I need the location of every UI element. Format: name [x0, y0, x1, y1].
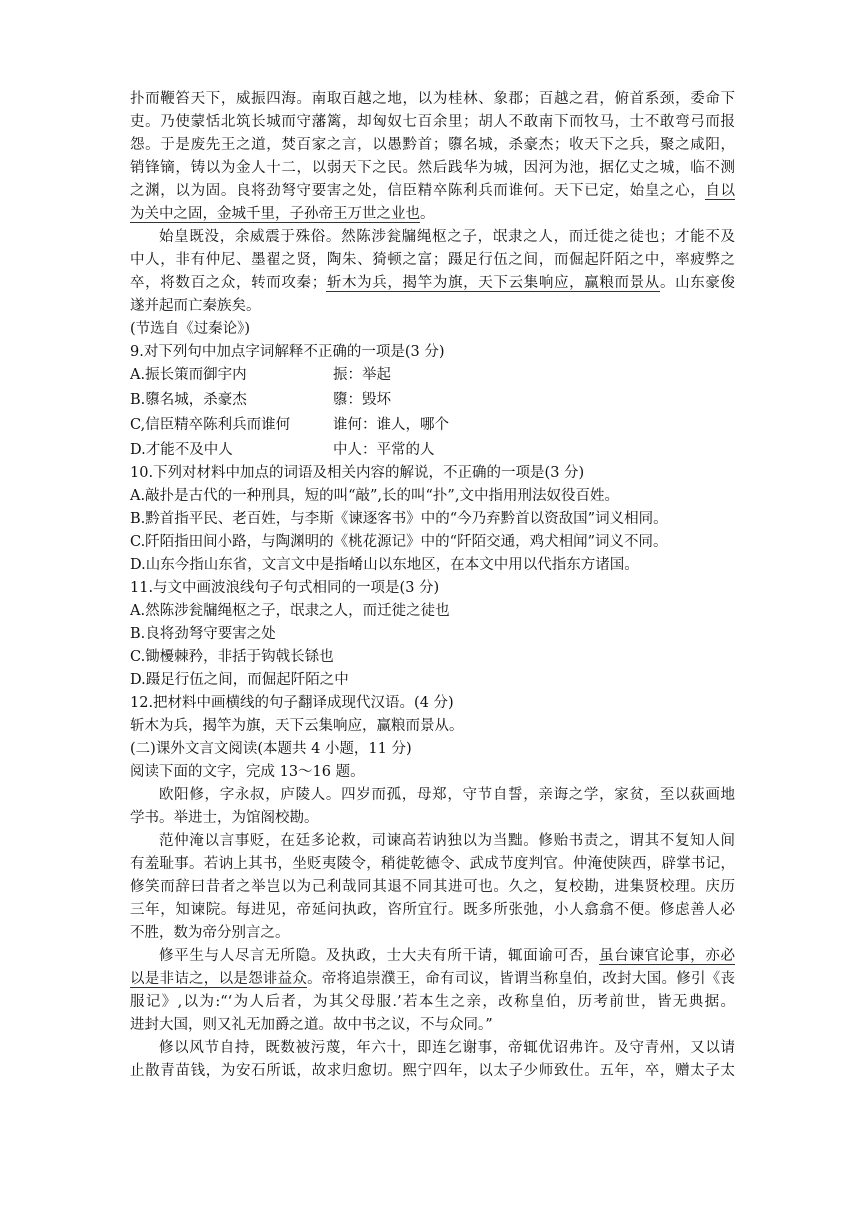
text-line: 范仲淹以言事贬，在廷多论救，司谏高若讷独以为当黜。修贻书责之，谓其不复知人间: [159, 833, 735, 849]
option-explanation: 振：举起: [333, 367, 391, 383]
option-row: [130, 389, 735, 412]
option-b: B.黔首指平民、老百姓，与李斯《谏逐客书》中的“今乃弃黔首以资敌国”词义相同。: [130, 511, 668, 527]
text-line: 吏。乃使蒙恬北筑长城而守藩篱，却匈奴七百余里；胡人不敢南下而牧马，士不敢弯弓而报: [130, 114, 735, 130]
option-row: [130, 439, 735, 462]
question-12: [130, 692, 735, 738]
source-note: (节选自《过秦论》): [130, 321, 251, 337]
text-line: 欧阳修，字永叔，庐陵人。四岁而孤，母郑，守节自誓，亲诲之学，家贫，至以荻画地: [159, 787, 735, 803]
question-stem: 11.与文中画波浪线句子句式相同的一项是(3 分): [130, 580, 440, 596]
option-explanation: 中人：平常的人: [333, 442, 435, 458]
question-10: [130, 462, 735, 577]
text-line: 修笑而辞曰昔者之举岂以为己利哉同其退不同其进可也。久之，复校勘，进集贤校理。庆历: [130, 879, 735, 895]
text-segment: 。: [420, 206, 435, 222]
text-line: 止散青苗钱，为安石所诋，故求归愈切。熙宁四年，以太子少师致仕。五年，卒，赠太子太: [130, 1063, 735, 1079]
text-segment: 。山东豪俊: [659, 275, 736, 291]
section-title: (二)课外文言文阅读(本题共 4 小题，11 分): [130, 741, 412, 757]
text-line: [130, 945, 735, 968]
text-line: 有羞耻事。若讷上其书，坐贬夷陵令，稍徙乾德令、武成节度判官。仲淹使陕西，辟掌书记，: [130, 856, 735, 872]
option-c: C.锄櫌棘矜，非括于钩戟长铩也: [130, 649, 334, 665]
text-line: [130, 968, 735, 991]
text-line: 学书。举进士，为馆阁校勘。: [130, 810, 319, 826]
document-page: [130, 88, 735, 1083]
option-a: A.敲扑是古代的一种刑具，短的叫“敲”,长的叫“扑”,文中指用刑法奴役百姓。: [130, 488, 619, 504]
underlined-sentence: 以是非诘之，以是怨诽益众: [130, 971, 308, 987]
text-line: 修以风节自持，既数被污蔑，年六十，即连乞谢事，帝辄优诏弗许。及守青州，又以请: [159, 1040, 735, 1056]
text-segment: 之渊，以为固。良将劲弩守要害之处，信臣精卒陈利兵而谁何。天下已定，始皇之心，: [130, 183, 706, 199]
text-line: [130, 180, 735, 203]
text-segment: 修平生与人尽言无所隐。及执政，士大夫有所干请，辄面谕可否，: [159, 948, 600, 964]
option-d: D.蹑足行伍之间，而倔起阡陌之中: [130, 672, 349, 688]
option-d: D.山东今指山东省，文言文中是指崤山以东地区，在本文中用以代指东方诸国。: [130, 557, 639, 573]
section-2: [130, 738, 735, 784]
text-line: [130, 203, 735, 226]
option-text: B.隳名城，杀豪杰: [130, 392, 247, 408]
option-explanation: 谁何：谁人，哪个: [333, 417, 449, 433]
option-row: [130, 364, 735, 387]
text-line: 进封大国，则又礼无加爵之道。故中书之议，不与众同。”: [130, 1017, 493, 1033]
option-text: C,信臣精卒陈利兵而谁何: [130, 417, 291, 433]
question-stem: 12.把材料中画横线的句子翻译成现代汉语。(4 分): [130, 695, 454, 711]
question-stem: 10.下列对材料中加点的词语及相关内容的解说，不正确的一项是(3 分): [130, 465, 585, 481]
option-a: A.然陈涉瓮牖绳枢之子，氓隶之人，而迁徙之徒也: [130, 603, 450, 619]
text-line: 不胜，数为帝分别言之。: [130, 925, 290, 941]
text-line: 始皇既没，余威震于殊俗。然陈涉瓮牖绳枢之子，氓隶之人，而迁徙之徒也；才能不及: [159, 229, 735, 245]
text-line: 销锋镝，铸以为金人十二，以弱天下之民。然后践华为城，因河为池，据亿丈之城，临不测: [130, 160, 735, 176]
text-segment: 。帝将追崇濮王，命有司议，皆谓当称皇伯，改封大国。修引《丧: [307, 971, 736, 987]
question-11: [130, 577, 735, 692]
underlined-sentence: 虽台谏官论事，亦必: [599, 948, 735, 964]
text-line: 三年，知谏院。每进见，帝延问执政，咨所宜行。既多所张弛，小人翕翕不便。修虑善人必: [130, 902, 735, 918]
text-line: 服记》,以为:“‘为人后者，为其父母服.’若本生之亲，改称皇伯，历考前世，皆无典据。: [130, 994, 735, 1010]
option-row: [130, 414, 735, 437]
option-b: B.良将劲弩守要害之处: [130, 626, 276, 642]
text-line: 扑而鞭笞天下，威振四海。南取百越之地，以为桂林、象郡；百越之君，俯首系颈，委命下: [130, 91, 735, 107]
text-segment: 卒，将数百之众，转而攻秦；: [130, 275, 327, 291]
text-line: 中人，非有仲尼、墨翟之贤，陶朱、猗顿之富；蹑足行伍之间，而倔起阡陌之中，率疲弊之: [130, 252, 735, 268]
text-line: [130, 272, 735, 295]
passage-ouyangxiu: [130, 784, 735, 1083]
text-line: 遂并起而亡秦族矣。: [130, 298, 261, 314]
underlined-sentence: 为关中之固，金城千里，子孙帝王万世之业也: [130, 206, 420, 222]
section-instruction: 阅读下面的文字，完成 13～16 题。: [130, 764, 365, 780]
passage-guoqinlun: [130, 88, 735, 341]
option-text: D.才能不及中人: [130, 442, 233, 458]
question-9: [130, 341, 735, 462]
underlined-translation-sentence: 斩木为兵，揭竿为旗，天下云集响应，赢粮而景从: [326, 275, 660, 291]
option-explanation: 隳：毁坏: [333, 392, 391, 408]
option-text: A.振长策而御宇内: [130, 367, 247, 383]
underlined-sentence: 自以: [705, 183, 736, 199]
text-line: 怨。于是废先王之道，焚百家之言，以愚黔首；隳名城，杀豪杰；收天下之兵，聚之咸阳，: [130, 137, 735, 153]
option-c: C.阡陌指田间小路，与陶渊明的《桃花源记》中的“阡陌交通，鸡犬相闻”词义不同。: [130, 534, 668, 550]
translation-sentence: 斩木为兵，揭竿为旗，天下云集响应，赢粮而景从。: [130, 718, 464, 734]
question-stem: 9.对下列句中加点字词解释不正确的一项是(3 分): [130, 344, 445, 360]
